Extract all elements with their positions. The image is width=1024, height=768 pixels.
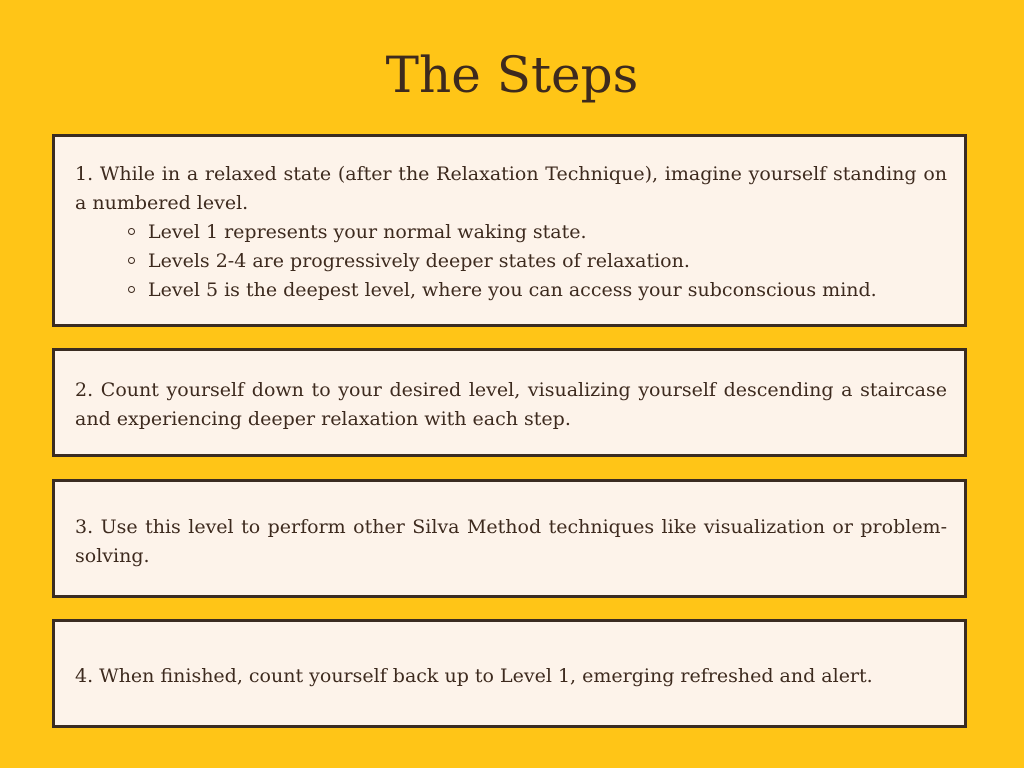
step-1-text: 1. While in a relaxed state (after the Relaxation Technique), imagine yourself standing on a numbered level. [75,163,947,214]
circle-bullet-icon [128,286,135,293]
step-card-4 [52,619,967,728]
sub-item-text: Level 5 is the deepest level, where you can access your subconscious mind. [148,279,877,301]
page-title: The Steps [385,46,639,104]
step-3-text: 3. Use this level to perform other Silva Method techniques like visualization or problem-solving. [75,516,947,567]
sub-list-item [125,218,954,247]
sub-item-text: Level 1 represents your normal waking state. [148,221,587,243]
circle-bullet-icon [128,257,135,264]
step-1-sub-list [125,218,954,305]
step-card-1 [52,134,967,327]
sub-list-item [125,247,954,276]
circle-bullet-icon [128,228,135,235]
sub-item-text: Levels 2-4 are progressively deeper states of relaxation. [148,250,690,272]
step-2-text: 2. Count yourself down to your desired level, visualizing yourself descending a staircase and experiencing deeper relaxation with each step. [75,379,947,430]
sub-list-item [125,276,954,305]
step-card-3 [52,479,967,598]
step-4-text: 4. When finished, count yourself back up to Level 1, emerging refreshed and alert. [75,665,873,687]
step-card-2 [52,348,967,457]
